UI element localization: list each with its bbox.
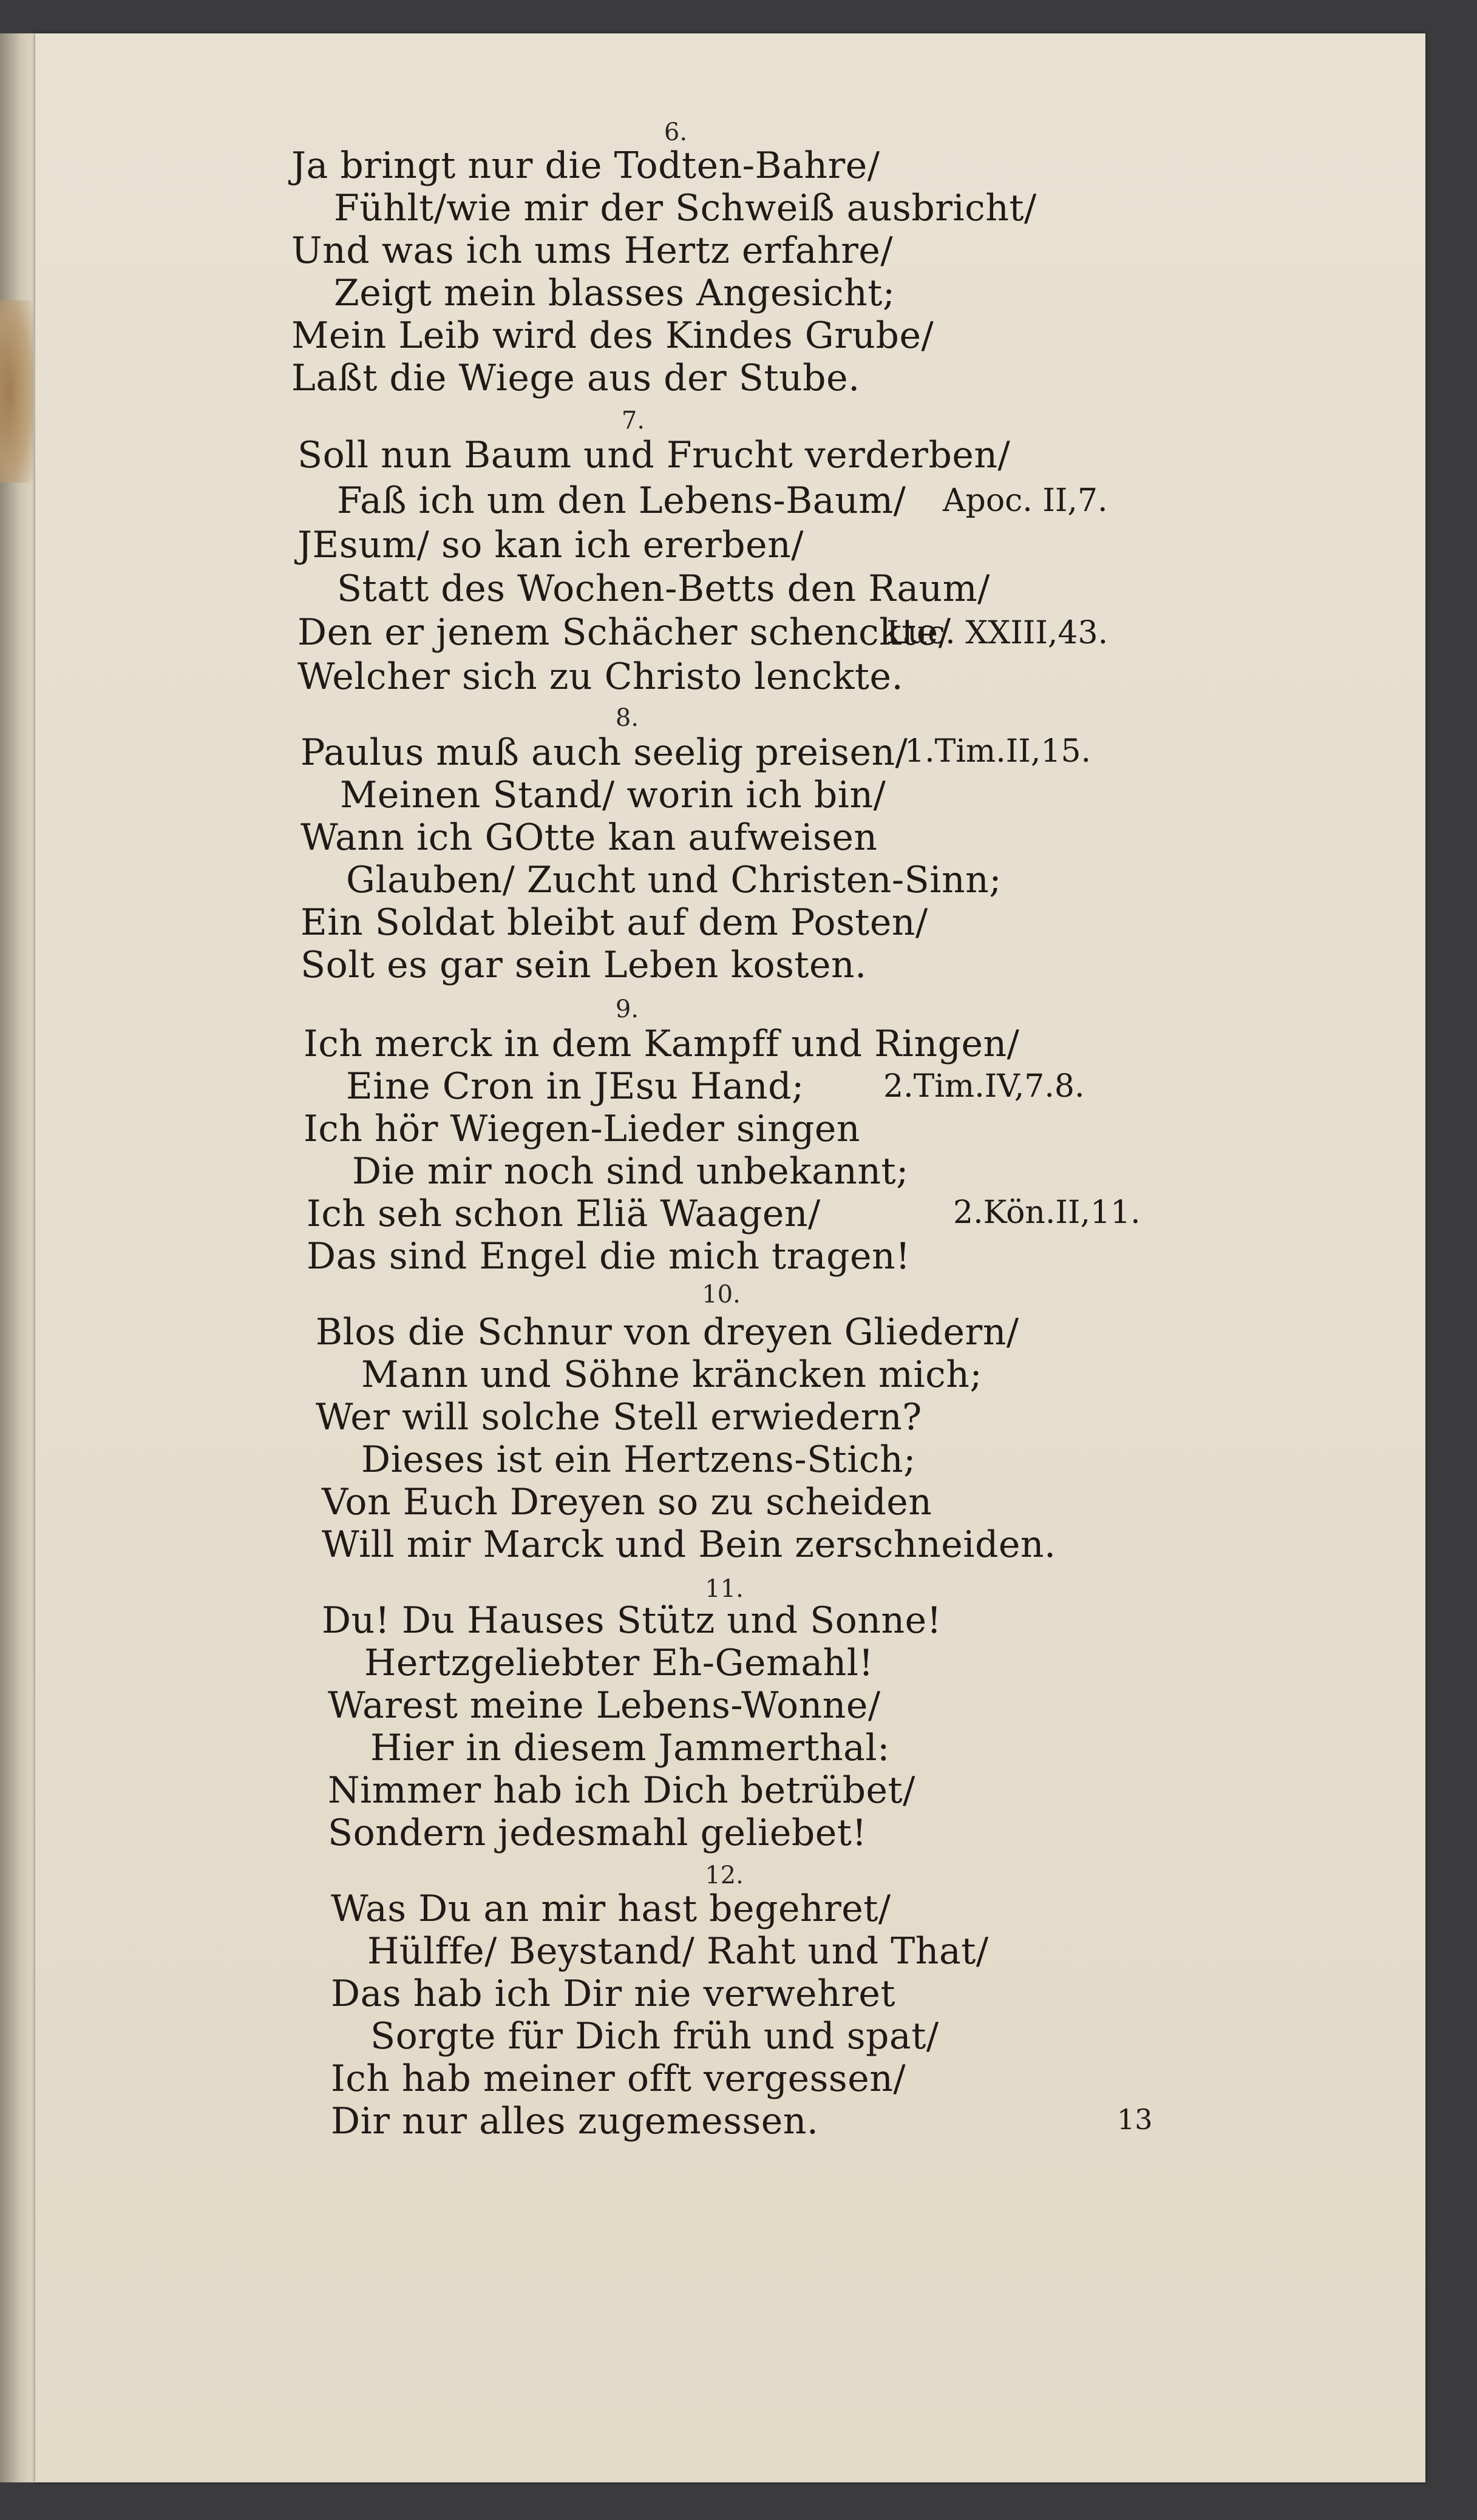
scripture-reference: Apoc. II,7. (943, 483, 1108, 519)
verse-line: Soll nun Baum und Frucht verderben/ (297, 434, 1011, 476)
verse-line: Wann ich GOtte kan aufweisen (300, 816, 878, 859)
verse-line: Solt es gar sein Leben kosten. (300, 944, 867, 986)
paper-stain (0, 300, 33, 483)
verse-line: Dieses ist ein Hertzens-Stich; (361, 1438, 916, 1481)
stanza-number: 10. (702, 1281, 741, 1309)
verse-line: Ich hör Wiegen-Lieder singen (304, 1108, 861, 1150)
verse-line: Zeigt mein blasses Angesicht; (334, 272, 895, 314)
catchword: 13 (1117, 2103, 1153, 2136)
verse-line: Ich seh schon Eliä Waagen/ (307, 1193, 821, 1235)
verse-line: Hertzgeliebter Eh-Gemahl! (364, 1642, 874, 1684)
document-page (35, 33, 1425, 2482)
verse-line: Was Du an mir hast begehret/ (331, 1888, 891, 1930)
verse-line: Laßt die Wiege aus der Stube. (291, 357, 860, 399)
verse-line: Sondern jedesmahl geliebet! (328, 1812, 868, 1854)
verse-line: Den er jenem Schächer schenckte/ (297, 611, 951, 654)
verse-line: Ich hab meiner offt vergessen/ (331, 2058, 906, 2100)
verse-line: Ein Soldat bleibt auf dem Posten/ (300, 901, 928, 944)
stanza-number: 11. (705, 1575, 744, 1603)
verse-line: Mann und Söhne kräncken mich; (361, 1353, 983, 1396)
verse-line: Das sind Engel die mich tragen! (307, 1235, 911, 1278)
scripture-reference: 2.Kön.II,11. (953, 1194, 1141, 1231)
verse-line: Faß ich um den Lebens-Baum/ (337, 479, 906, 522)
verse-line: Hülffe/ Beystand/ Raht und That/ (367, 1930, 989, 1973)
stanza-number: 8. (615, 704, 639, 732)
stanza-number: 6. (664, 118, 688, 146)
verse-line: Die mir noch sind unbekannt; (352, 1150, 909, 1193)
scripture-reference: 2.Tim.IV,7.8. (883, 1068, 1085, 1105)
verse-line: Hier in diesem Jammerthal: (370, 1727, 890, 1769)
stanza-number: 12. (705, 1861, 744, 1889)
verse-line: Glauben/ Zucht und Christen-Sinn; (346, 859, 1002, 901)
verse-line: Nimmer hab ich Dich betrübet/ (328, 1769, 915, 1812)
stanza-number: 9. (615, 995, 639, 1023)
verse-line: Dir nur alles zugemessen. (331, 2100, 819, 2142)
verse-line: Und was ich ums Hertz erfahre/ (291, 229, 894, 272)
verse-line: JEsum/ so kan ich ererben/ (297, 524, 804, 566)
verse-line: Ja bringt nur die Todten-Bahre/ (291, 144, 880, 187)
verse-line: Eine Cron in JEsu Hand; (346, 1065, 804, 1108)
verse-line: Fühlt/wie mir der Schweiß ausbricht/ (334, 187, 1037, 229)
verse-line: Mein Leib wird des Kindes Grube/ (291, 314, 934, 357)
verse-line: Paulus muß auch seelig preisen/ (300, 731, 908, 774)
verse-line: Statt des Wochen-Betts den Raum/ (337, 567, 990, 610)
verse-line: Wer will solche Stell erwiedern? (316, 1396, 922, 1438)
scripture-reference: Luc. XXIII,43. (886, 615, 1109, 651)
verse-line: Von Euch Dreyen so zu scheiden (322, 1481, 932, 1523)
scripture-reference: 1.Tim.II,15. (905, 733, 1092, 770)
stanza-number: 7. (621, 407, 645, 435)
verse-line: Welcher sich zu Christo lenckte. (297, 655, 904, 698)
verse-line: Sorgte für Dich früh und spat/ (370, 2015, 939, 2058)
verse-line: Das hab ich Dir nie verwehret (331, 1973, 895, 2015)
verse-line: Blos die Schnur von dreyen Gliedern/ (316, 1311, 1019, 1353)
verse-line: Will mir Marck und Bein zerschneiden. (322, 1523, 1056, 1566)
verse-line: Meinen Stand/ worin ich bin/ (340, 774, 886, 816)
verse-line: Ich merck in dem Kampff und Ringen/ (304, 1023, 1020, 1065)
verse-line: Warest meine Lebens-Wonne/ (328, 1684, 881, 1727)
verse-line: Du! Du Hauses Stütz und Sonne! (322, 1599, 942, 1642)
